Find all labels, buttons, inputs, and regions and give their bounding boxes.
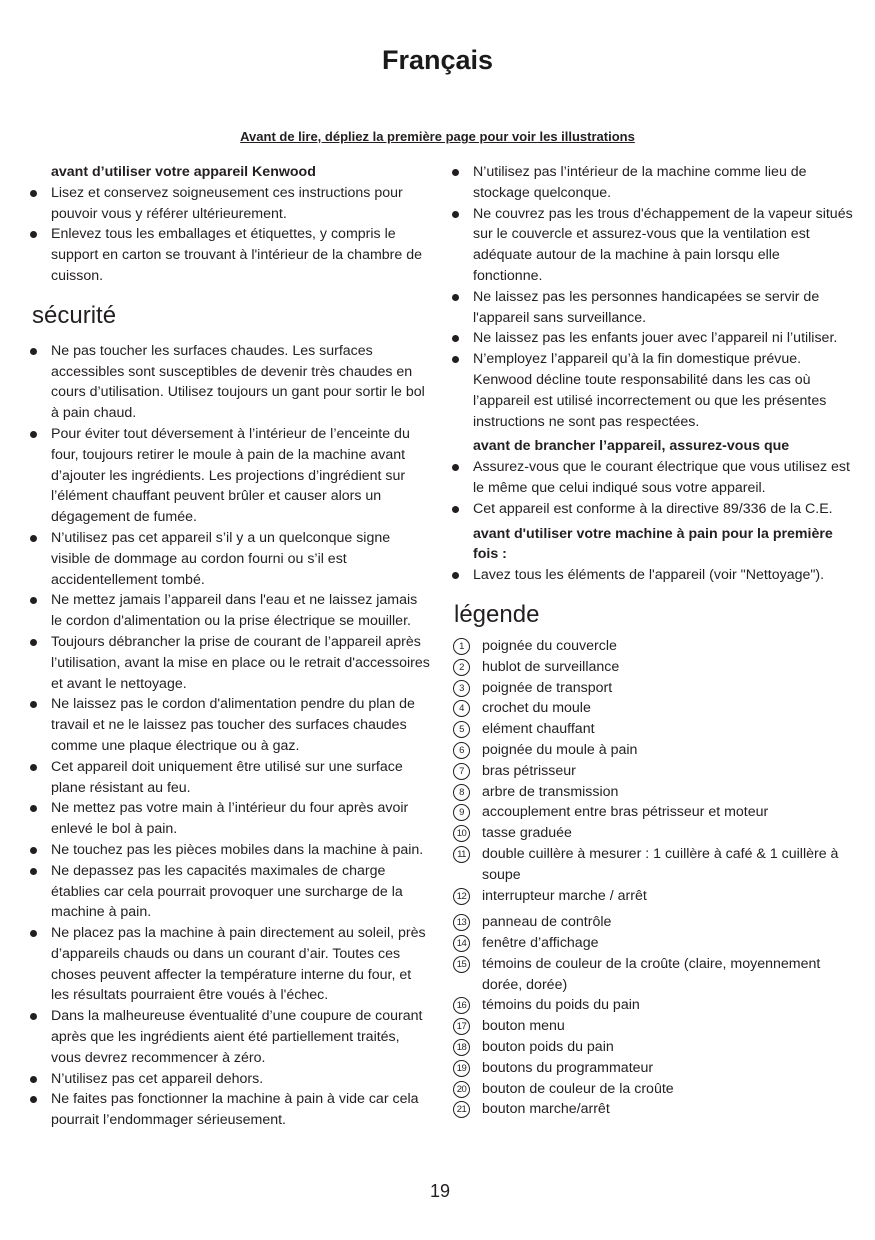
legend-item <box>448 719 853 740</box>
legend-number: 11 <box>453 846 470 863</box>
legend-item <box>448 740 853 761</box>
page-title: Français <box>381 45 494 75</box>
list-item: Ne placez pas la machine à pain directement au soleil, près d’appareils chauds ou dans un courant d’air. Toutes ces choses peuvent affecter la température interne du four, et les résultats pourraient être voués à l'échec. <box>26 923 431 1006</box>
legend-item <box>448 657 853 678</box>
legend-text: elément chauffant <box>482 721 595 738</box>
legend-number: 15 <box>453 956 470 973</box>
list-item: Ne laissez pas les personnes handicapées se servir de l'appareil sans surveillance. <box>448 287 853 329</box>
legend-number: 2 <box>453 659 470 676</box>
legend-text: témoins de couleur de la croûte (claire, moyennement dorée, dorée) <box>482 955 821 993</box>
list-item: Ne pas toucher les surfaces chaudes. Les surfaces accessibles sont susceptibles de devenir très chaudes en cours d’utilisation. Utilisez toujours un gant pour sortir le bol à pain chaud. <box>26 341 431 424</box>
legend-number: 8 <box>453 784 470 801</box>
legend-number: 9 <box>453 804 470 821</box>
list-item: Ne touchez pas les pièces mobiles dans la machine à pain. <box>26 840 431 861</box>
list-item: Ne mettez pas votre main à l’intérieur du four après avoir enlevé le bol à pain. <box>26 798 431 840</box>
legend-item <box>448 678 853 699</box>
list-item: Ne depassez pas les capacités maximales de charge établies car cela pourrait provoquer une surcharge de la machine à pain. <box>26 861 431 923</box>
legend-text: bouton marche/arrêt <box>482 1101 610 1118</box>
legend-item <box>448 802 853 823</box>
legend-text: interrupteur marche / arrêt <box>482 887 647 904</box>
legend-text: témoins du poids du pain <box>482 997 640 1014</box>
legend-number: 7 <box>453 763 470 780</box>
legend-item <box>448 912 853 933</box>
intro-heading: avant d’utiliser votre appareil Kenwood <box>51 164 316 180</box>
legend-item <box>448 954 853 996</box>
list-item: Ne couvrez pas les trous d'échappement de la vapeur situés sur le couvercle et assurez-vous que la ventilation est adéquate autour de la machine à pain lorsqu elle fonctionne. <box>448 204 853 287</box>
list-item: N’utilisez pas cet appareil s’il y a un quelconque signe visible de dommage au cordon fourni ou s’il est accidentellement tombé. <box>26 528 431 590</box>
legend-item <box>448 1037 853 1058</box>
list-item: Ne laissez pas le cordon d'alimentation pendre du plan de travail et ne le laissez pas toucher des surfaces chaudes comme une plaque électrique ou à gaz. <box>26 694 431 756</box>
legend-text: fenêtre d’affichage <box>482 935 599 952</box>
legend-text: double cuillère à mesurer : 1 cuillère à café & 1 cuillère à soupe <box>482 845 839 883</box>
list-item: Enlevez tous les emballages et étiquettes, y compris le support en carton se trouvant à l'intérieur de la chambre de cuisson. <box>26 224 431 286</box>
list-item: Dans la malheureuse éventualité d’une coupure de courant après que les ingrédients aient été partiellement traités, vous devrez recommencer à zéro. <box>26 1006 431 1068</box>
legend-number: 18 <box>453 1039 470 1056</box>
list-item: Cet appareil doit uniquement être utilisé sur une surface plane résistant au feu. <box>26 757 431 799</box>
list-item: Ne laissez pas les enfants jouer avec l’appareil ni l’utiliser. <box>448 328 853 349</box>
legend-list <box>448 636 853 1120</box>
legend-item <box>448 698 853 719</box>
legend-text: tasse graduée <box>482 825 572 842</box>
legend-number: 12 <box>453 888 470 905</box>
legend-item <box>448 844 853 886</box>
legend-number: 20 <box>453 1081 470 1098</box>
legend-text: poignée du moule à pain <box>482 741 638 758</box>
legend-number: 10 <box>453 825 470 842</box>
safety-heading: sécurité <box>32 301 117 329</box>
list-item: Pour éviter tout déversement à l’intérieur de l’enceinte du four, toujours retirer le moule à pain de la machine avant d’ajouter les ingrédients. Les projections d’ingrédient sur l’élément chauffant peuvent brûler et causer alors un dégagement de fumée. <box>26 424 431 528</box>
legend-text: bouton de couleur de la croûte <box>482 1080 674 1097</box>
legend-number: 5 <box>453 721 470 738</box>
legend-number: 13 <box>453 914 470 931</box>
legend-text: hublot de surveillance <box>482 658 620 675</box>
intro-list <box>26 183 431 287</box>
list-item: N’utilisez pas l’intérieur de la machine comme lieu de stockage quelconque. <box>448 162 853 204</box>
legend-text: accouplement entre bras pétrisseur et moteur <box>482 804 769 821</box>
legend-item <box>448 823 853 844</box>
legend-number: 3 <box>453 680 470 697</box>
legend-number: 21 <box>453 1101 470 1118</box>
legend-item <box>448 995 853 1016</box>
list-item: Ne faites pas fonctionner la machine à pain à vide car cela pourrait l’endommager sérieusement. <box>26 1089 431 1131</box>
list-item: Assurez-vous que le courant électrique que vous utilisez est le même que celui indiqué sous votre appareil. <box>448 457 853 499</box>
legend-number: 1 <box>453 638 470 655</box>
plug-list <box>448 457 853 519</box>
legend-text: bras pétrisseur <box>482 762 576 779</box>
legend-text: poignée de transport <box>482 679 613 696</box>
first-use-list <box>448 565 853 586</box>
legend-text: bouton menu <box>482 1018 565 1035</box>
legend-number: 4 <box>453 700 470 717</box>
legend-number: 17 <box>453 1018 470 1035</box>
list-item: N’employez l’appareil qu’à la fin domestique prévue. Kenwood décline toute responsabilité dans les cas où l’appareil est utilisé incorrectement ou que les présentes instructions ne sont pas respectées. <box>448 349 853 432</box>
legend-text: panneau de contrôle <box>482 914 612 931</box>
list-item: Cet appareil est conforme à la directive 89/336 de la C.E. <box>448 499 853 520</box>
legend-heading: légende <box>454 600 540 628</box>
list-item: Ne mettez jamais l’appareil dans l'eau et ne laissez jamais le cordon d'alimentation ou la prise électrique se mouiller. <box>26 590 431 632</box>
legend-text: bouton poids du pain <box>482 1039 614 1056</box>
left-column <box>26 162 431 1131</box>
legend-number: 6 <box>453 742 470 759</box>
safety-list <box>26 341 431 1131</box>
legend-item <box>448 1099 853 1120</box>
list-item: N’utilisez pas cet appareil dehors. <box>26 1069 431 1090</box>
right-column <box>448 162 853 1120</box>
page-number: 19 <box>429 1181 451 1201</box>
plug-heading: avant de brancher l’appareil, assurez-vous que <box>473 438 790 455</box>
legend-number: 16 <box>453 997 470 1014</box>
list-item: Toujours débrancher la prise de courant de l’appareil après l’utilisation, avant la mise en place ou le retrait d'accessoires et avant le nettoyage. <box>26 632 431 694</box>
legend-item <box>448 761 853 782</box>
list-item: Lavez tous les éléments de l'appareil (voir "Nettoyage"). <box>448 565 853 586</box>
legend-item <box>448 1079 853 1100</box>
safety-list-continued <box>448 162 853 432</box>
first-use-heading: avant d'utiliser votre machine à pain pour la première fois : <box>473 525 833 563</box>
legend-item <box>448 1058 853 1079</box>
legend-item <box>448 636 853 657</box>
list-item: Lisez et conservez soigneusement ces instructions pour pouvoir vous y référer ultérieurement. <box>26 183 431 225</box>
legend-item <box>448 933 853 954</box>
legend-text: poignée du couvercle <box>482 637 617 654</box>
legend-item <box>448 886 853 907</box>
page-subtitle: Avant de lire, dépliez la première page pour voir les illustrations <box>240 129 635 144</box>
legend-text: arbre de transmission <box>482 783 619 800</box>
legend-item <box>448 1016 853 1037</box>
legend-text: crochet du moule <box>482 700 591 717</box>
legend-number: 14 <box>453 935 470 952</box>
legend-text: boutons du programmateur <box>482 1059 654 1076</box>
legend-number: 19 <box>453 1060 470 1077</box>
legend-item <box>448 782 853 803</box>
